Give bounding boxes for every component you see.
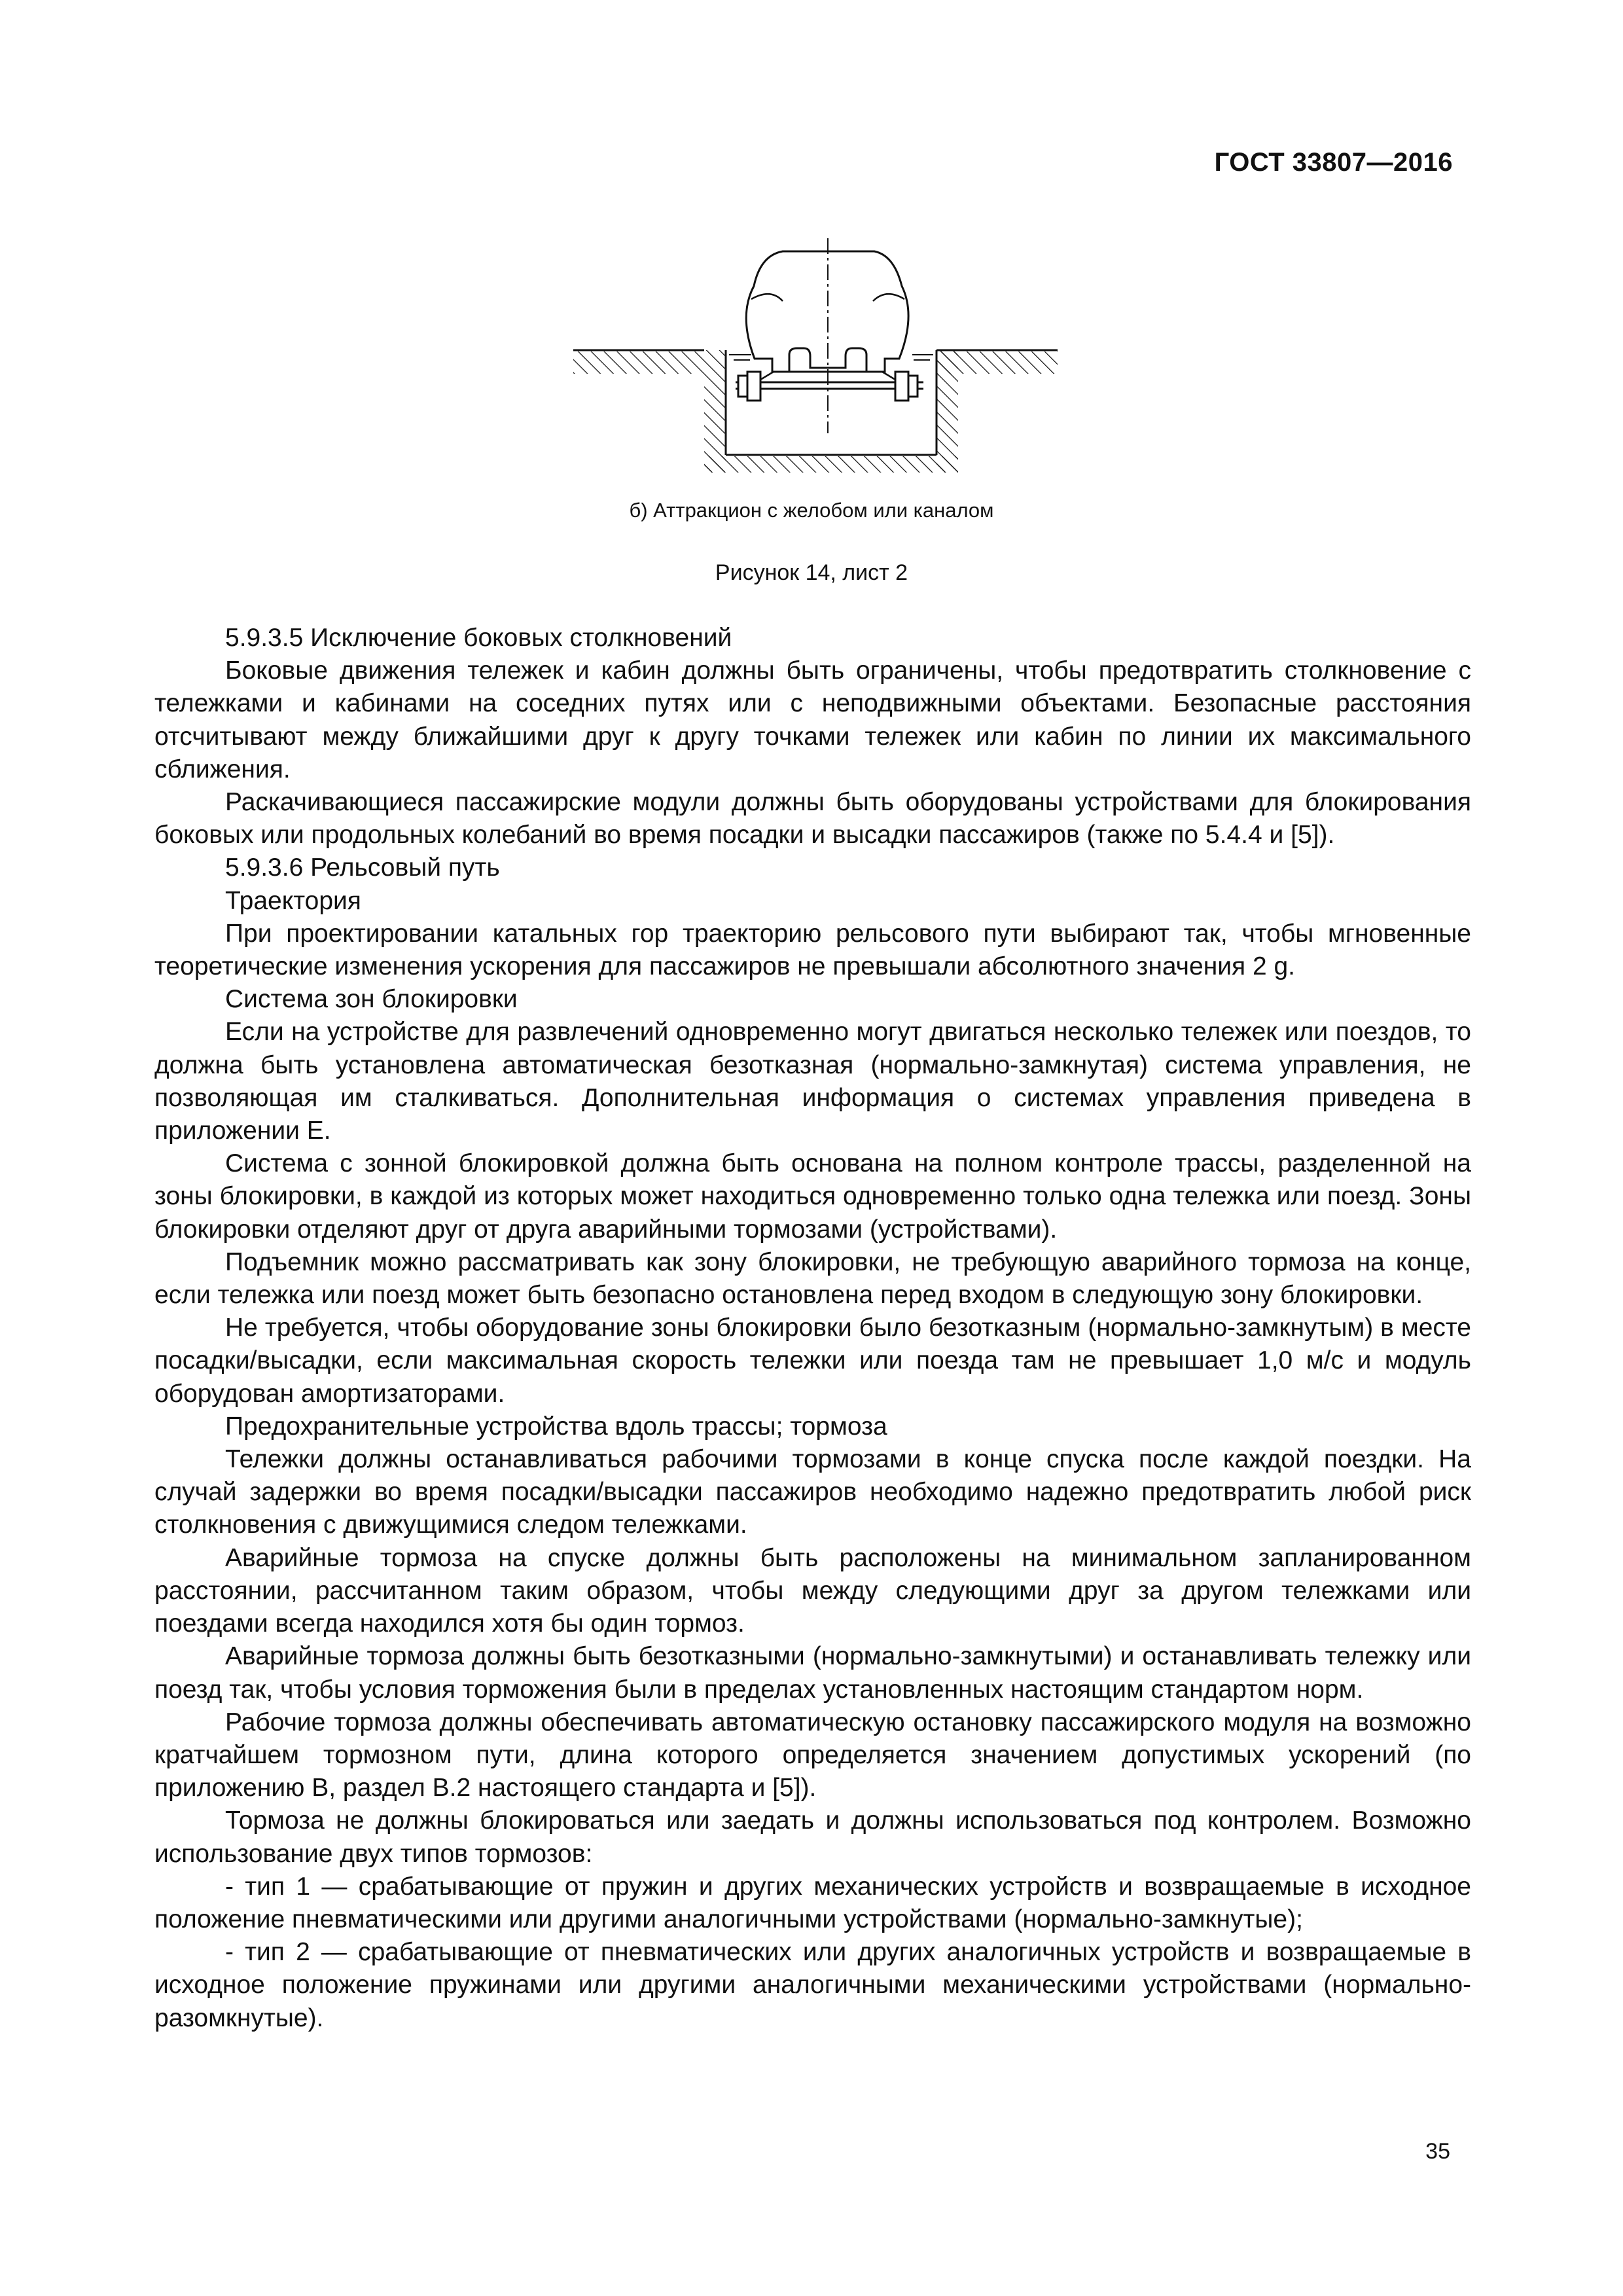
paragraph: Раскачивающиеся пассажирские модули должны быть оборудованы устройствами для блокирования боковых или продольных колебаний во время посадки и высадки пассажиров (также по 5.4.4 и [5]). [154,788,1471,850]
page-number: 35 [1425,2139,1450,2164]
paragraph: Не требуется, чтобы оборудование зоны блокировки было безотказным (нормально-замкнутым) в месте посадки/высадки, если максимальная скорость тележки или поезда там не превышает 1,0 м/с и модуль оборудован амортизаторами. [154,1314,1471,1408]
section-heading-5-9-3-5: 5.9.3.5 Исключение боковых столкновений [225,624,732,652]
list-item: - тип 2 — срабатывающие от пневматических или других аналогичных устройств и возвращаемые в исходное положение пружинами или другими аналогичными механическими устройствами (нормально-разомкнутые). [154,1938,1471,2032]
paragraph: Подъемник можно рассматривать как зону блокировки, не требующую аварийного тормоза на конце, если тележка или поезд может быть безопасно остановлена перед входом в следующую зону блокировки. [154,1247,1471,1310]
channel-ride-drawing [567,237,1064,473]
paragraph: Тормоза не должны блокироваться или заедать и должны использоваться под контролем. Возможно использование двух типов тормозов: [154,1806,1471,1868]
paragraph: Боковые движения тележек и кабин должны быть ограничены, чтобы предотвратить столкновение с тележками и кабинами на соседних путях или с неподвижными объектами. Безопасные расстояния отсчитывают между ближайшими друг к другу точками тележек или кабин по линии их максимального сближения. [154,656,1471,783]
paragraph: Аварийные тормоза должны быть безотказными (нормально-замкнутыми) и останавливать тележку или поезд так, чтобы условия торможения были в пределах установленных настоящим стандартом норм. [154,1642,1471,1704]
section-heading-5-9-3-6: 5.9.3.6 Рельсовый путь [225,853,500,882]
subheading: Траектория [225,886,361,915]
figure-caption: Рисунок 14, лист 2 [715,560,908,585]
ground-left-hatch [573,350,704,374]
subheading: Предохранительные устройства вдоль трассы; тормоза [225,1412,887,1441]
paragraph: Если на устройстве для развлечений одновременно могут двигаться несколько тележек или поездов, то должна быть установлена автоматическая безотказная (нормально-замкнутая) система управления, не позволяющая им сталкиваться. Дополнительная информация о системах управления приведена в приложении Е. [154,1018,1471,1145]
figure-ride-channel-diagram [567,237,1064,473]
document-body [154,622,1471,2035]
paragraph: Тележки должны останавливаться рабочими тормозами в конце спуска после каждой поездки. На случай задержки во время посадки/высадки пассажиров необходимо надежно предотвратить любой риск столкновения с движущимися следом тележками. [154,1445,1471,1539]
document-header-code: ГОСТ 33807—2016 [1214,148,1453,177]
paragraph: При проектировании катальных гор траекторию рельсового пути выбирают так, чтобы мгновенные теоретические изменения ускорения для пассажиров не превышали абсолютного значения 2 g. [154,919,1471,981]
wheel-axle-assembly [736,372,923,401]
list-item: - тип 1 — срабатывающие от пружин и других механических устройств и возвращаемые в исходное положение пневматическими или другими аналогичными устройствами (нормально-замкнутые); [154,1872,1471,1933]
paragraph: Аварийные тормоза на спуске должны быть расположены на минимальном запланированном расстоянии, рассчитанном таким образом, чтобы между следующими друг за другом тележками или поездами всегда находился хотя бы один тормоз. [154,1543,1471,1638]
subheading: Система зон блокировки [225,985,518,1014]
figure-subcaption: б) Аттракцион с желобом или каналом [629,499,994,522]
paragraph: Система с зонной блокировкой должна быть основана на полном контроле трассы, разделенной на зоны блокировки, в каждой из которых может находиться одновременно только одна тележка или поезд. Зоны блокировки отделяют друг от друга аварийными тормозами (устройствами). [154,1149,1471,1244]
paragraph: Рабочие тормоза должны обеспечивать автоматическую остановку пассажирского модуля на возможно кратчайшем тормозном пути, длина которого определяется значением допустимых ускорений (по приложению В, раздел В.2 настоящего стандарта и [5]). [154,1708,1471,1803]
